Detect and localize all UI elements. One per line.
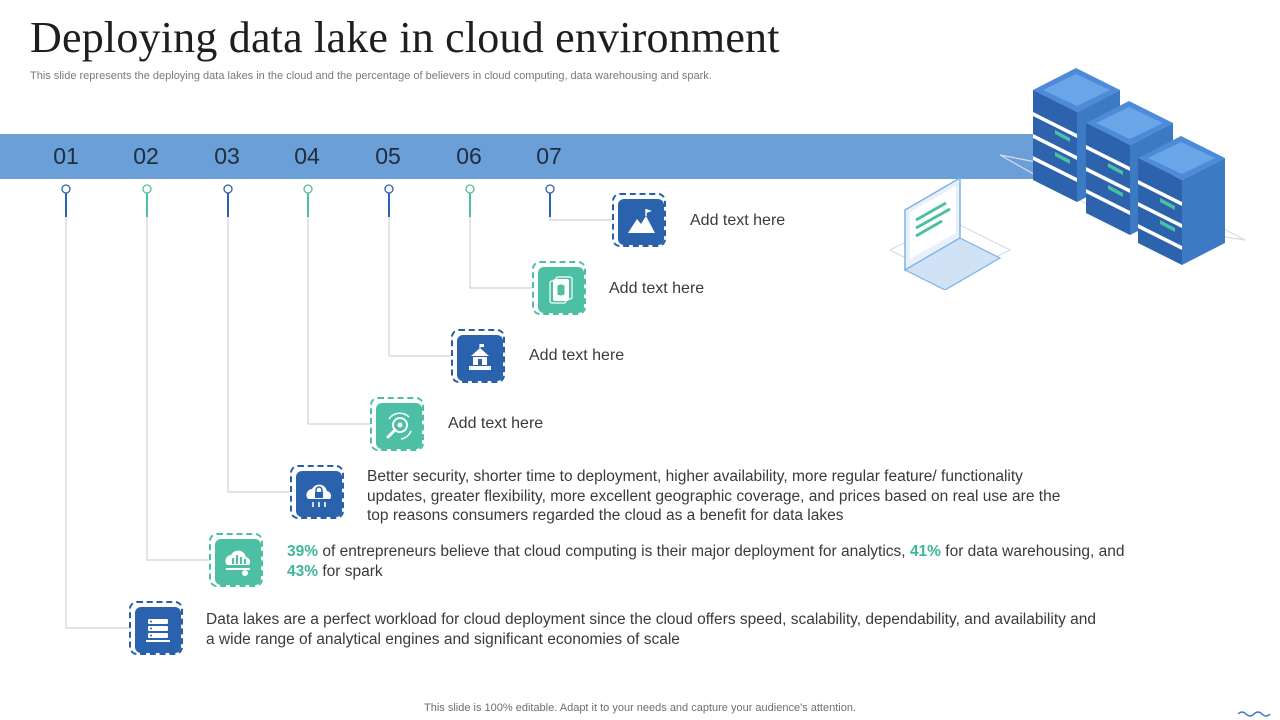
item5-icon-tile — [451, 329, 505, 383]
item2-text-part2: for data warehousing, and — [940, 543, 1125, 560]
item6-text: Add text here — [609, 280, 705, 297]
item1-icon-tile — [129, 601, 183, 655]
item6-icon-tile — [532, 261, 586, 315]
server-rack-icon — [135, 607, 181, 653]
item3-icon-tile — [290, 465, 344, 519]
step-number-06: 06 — [456, 143, 482, 169]
search-gear-icon — [376, 403, 422, 449]
step-number-01: 01 — [53, 143, 79, 169]
step-number-03: 03 — [214, 143, 240, 169]
step-number-04: 04 — [294, 143, 320, 169]
item3-text: Better security, shorter time to deployment, higher availability, more regular feature/ functionality updates, greater flexibility, more excellent geographic coverage, and prices based on real use are the top reasons consumers regarded the cloud as a benefit for data lakes — [367, 468, 1061, 524]
item5-text: Add text here — [529, 347, 625, 364]
item2-text — [287, 542, 1127, 581]
step-number-05: 05 — [375, 143, 401, 169]
step-number-02: 02 — [133, 143, 159, 169]
cloud-analytics-icon — [215, 539, 261, 585]
step-number-07: 07 — [536, 143, 562, 169]
wave-decoration-icon — [1238, 710, 1274, 718]
item4-text: Add text here — [448, 415, 544, 432]
bank-icon — [457, 335, 503, 381]
item7-icon-tile — [612, 193, 666, 247]
database-stack-icon — [538, 267, 584, 313]
mountain-flag-icon — [618, 199, 664, 245]
item1-text: Data lakes are a perfect workload for cloud deployment since the cloud offers speed, scalability, dependability, and availability and a wide range of analytical engines and significant economies of scale — [206, 611, 1097, 648]
item7-text: Add text here — [690, 212, 786, 229]
item4-icon-tile — [370, 397, 424, 451]
server-stack-icon — [1033, 68, 1225, 265]
item2-icon-tile — [209, 533, 263, 587]
footer-note: This slide is 100% editable. Adapt it to your needs and capture your audience's attention. — [424, 702, 856, 714]
page-subtitle: This slide represents the deploying data lakes in the cloud and the percentage of believers in cloud computing, data warehousing and spark. — [30, 70, 712, 82]
page-title: Deploying data lake in cloud environment — [30, 13, 780, 62]
item2-pct-analytics: 39% — [287, 543, 319, 560]
item2-pct-warehousing: 41% — [909, 543, 941, 560]
laptop-icon — [905, 178, 1000, 290]
item2-pct-spark: 43% — [287, 562, 319, 580]
cloud-lock-icon — [296, 471, 342, 517]
cloud-servers-illustration — [880, 60, 1260, 290]
item2-text-part3: for spark — [318, 562, 383, 580]
item2-text-part1: of entrepreneurs believe that cloud computing is their major deployment for analytics, — [318, 543, 910, 560]
